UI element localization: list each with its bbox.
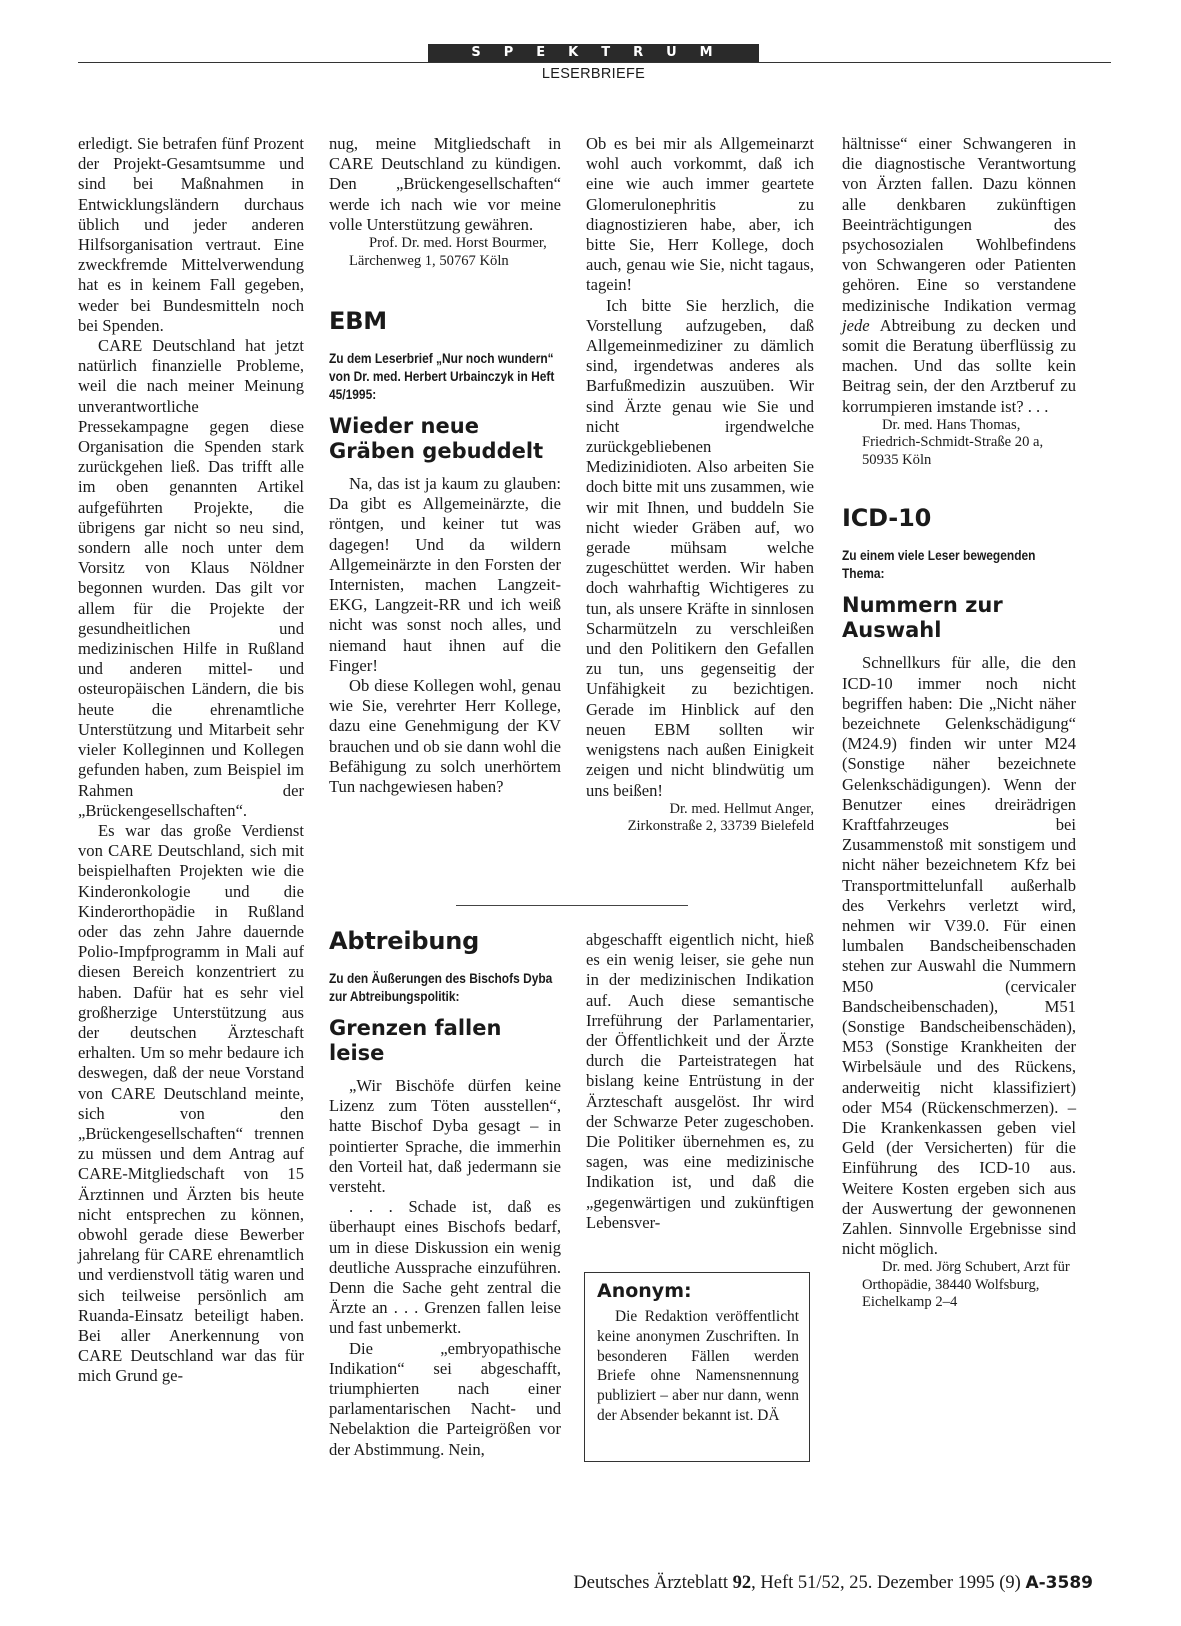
abtreibung-column-right (586, 930, 814, 1233)
column-4 (842, 134, 1076, 1312)
signature: Prof. Dr. med. Horst Bourmer, Lärchenweg 1, 50767 Köln (349, 235, 547, 269)
emphasis: jede (842, 315, 870, 335)
paragraph: Ob diese Kollegen wohl, genau wie Sie, verehrter Herr Kollege, dazu eine Genehmigung der KV brauchen und ob sie dann wohl die Befähigung zu solch unerhörtem Tun nachgewiesen haben? (329, 676, 561, 797)
section-heading-abtreibung: Abtreibung (329, 927, 480, 955)
paragraph: abgeschafft eigentlich nicht, hieß es ein wenig leiser, sie gehe nun in der medizinischen Indikation auf. Auch diese semantische Irreführung der Parlamentarier, der Öffentlichkeit und der Ärzte durch die Parteistrategen hat bislang keine Entrüstung in der Ärzteschaft ausgelöst. Ihr wird der Schwarze Peter zugeschoben. Die Politiker übernehmen es, zu sagen, was eine medizinische Indikation ist, und daß die „gegenwärtigen und zukünftigen Lebensver- (586, 930, 814, 1232)
column-2 (329, 134, 561, 797)
page-number: A-3589 (1025, 1573, 1093, 1593)
section-banner: SPEKTRUM (428, 44, 759, 62)
header-rule (78, 62, 1111, 63)
subsection-label: LESERBRIEFE (541, 66, 646, 82)
section-heading-icd10: ICD-10 (842, 504, 932, 533)
paragraph: erledigt. Sie betrafen fünf Prozent der Projekt-Gesamtsumme und sind bei Maßnahmen in Entwicklungsländern durchaus üblich und jeder anderen Hilfsorganisation vertraut. Eine zweckfremde Mittelverwendung hat es in keinem Fall gegeben, weder bei Bundesmitteln noch bei Spenden. (78, 134, 304, 335)
paragraph: Na, das ist ja kaum zu glauben: Da gibt es Allgemeinärzte, die röntgen, und keiner tut was dagegen! Und da wildern Allgemeinärzte in den Forsten der Internisten, machen Langzeit-EKG, Langzeit-RR und ich weiß nicht was sonst noch alles, und niemand haut ihnen auf die Finger! (329, 474, 561, 675)
column-3 (586, 134, 814, 836)
paragraph (842, 134, 1076, 417)
issue-info: , Heft 51/52, 25. Dezember 1995 (9) (751, 1573, 1021, 1593)
letter-headline: Grenzen fallen leise (329, 1016, 502, 1065)
signature: Dr. med. Jörg Schubert, Arzt für Orthopädie, 38440 Wolfsburg, Eichelkamp 2–4 (862, 1259, 1070, 1311)
paragraph: . . . Schade ist, daß es überhaupt eines Bischofs bedarf, um in diese Diskussion ein wenig deutliche Aussprache einzuführen. Denn die Sache geht zentral die Ärzte an . . . Grenzen fallen leise und fast unbemerkt. (329, 1197, 561, 1338)
letter-intro: Zu dem Leserbrief „Nur noch wundern“ von Dr. med. Herbert Urbainczyk in Heft 45/1995: (329, 351, 555, 403)
letter-headline: Nummern zur Auswahl (842, 593, 1003, 643)
column-1 (78, 134, 304, 1387)
abtreibung-column-left (329, 926, 561, 1460)
text-run: hältnisse“ einer Schwangeren in die diagnostische Verantwortung von Ärzten fallen. Dazu können alle denkbaren zukünftigen Beeinträchtigungen des psychosozialen Wohlbefindens von Schwangeren oder Patienten gehören. Eine so verstandene medizinische Indikation vermag (842, 134, 1076, 315)
text-run: Abtreibung zu decken und somit die Beratung überflüssig zu machen. Und das sollte kein Beitrag sein, der den Arztberuf zu korrumpieren imstande ist? . . . (842, 315, 1076, 416)
paragraph: Schnellkurs für alle, die den ICD-10 immer noch nicht begriffen haben: Die „Nicht näher bezeichnete Gelenkschädigung“ (M24.9) finden wir unter M24 (Sonstige näher bezeichnete Gelenkschädigungen). Wenn der Benutzer eines dreirädrigen Kraftfahrzeuges bei Zusammenstoß mit sonstigem und nicht näher bezeichnetem Kfz bei Transportmittelunfall außerhalb des Verkehrs verletzt wird, nehmen wir V39.0. Für einen lumbalen Bandscheibenschaden stehen zur Auswahl die Nummern M50 (cervicaler Bandscheibenschaden), M51 (Sonstige Bandscheibenschäden), M53 (Sonstige Krankheiten der Wirbelsäule und des Rückens, anderweitig nicht klassifiziert) oder M54 (Rückenschmerzen). – Die Krankenkassen geben viel Geld (der Versicherten) für die Einführung des ICD-10 aus. Weitere Kosten ergeben sich aus der Auswertung der gewonnenen Zahlen. Sinnvolle Ergebnisse sind nicht möglich. (842, 653, 1076, 1259)
paragraph: Es war das große Verdienst von CARE Deutschland, sich mit beispielhaften Projekten wie die Kinderonkologie und die Kinderorthopädie in Rußland oder das zehn Jahre dauernde Polio-Impfprogramm in Mali auf diesen Bereich konzentriert zu haben. Dafür hat es sehr viel großherzige Unterstützung aus der deutschen Ärzteschaft erhalten. Um so mehr bedaure ich deswegen, daß der neue Vorstand von CARE Deutschland meinte, sich von den „Brückengesellschaften“ trennen zu müssen und dem Antrag auf CARE-Mitgliedschaft von 15 Ärztinnen und Ärzten bis heute nicht entsprechen zu können, obwohl gerade diese Bewerber jahrelang für CARE ehrenamtlich und verdienstvoll tätig waren und sich teilweise persönlich am Ruanda-Einsatz beteiligt haben. Bei aller Anerkennung von CARE Deutschland war das für mich Grund ge- (78, 820, 304, 1386)
paragraph: Ob es bei mir als Allgemeinarzt wohl auch vorkommt, daß ich eine wie auch immer geartete Glomerulonephritis zu diagnostizieren habe, aber, ich bitte Sie, Herr Kollege, doch auch, genau wie Sie, nicht tagaus, tagein! (586, 134, 814, 295)
journal-name: Deutsches Ärzteblatt (573, 1573, 728, 1593)
paragraph: Ich bitte Sie herzlich, die Vorstellung aufzugeben, daß Allgemeinmediziner zu dämlich sind, irgendetwas anderes als Barfußmedizin auszuüben. Wir sind Ärzte genau wie Sie und nicht irgendwelche zurückgebliebenen Medizinidioten. Also arbeiten Sie doch bitte mit uns zusammen, wie wir mit Ihnen, und buddeln Sie nicht wieder Gräben auf, wo gerade mühsam welche zugeschüttet werden. Wir haben doch wahrhaftig Wichtigeres zu tun, als unsere Kräfte in sinnlosen Scharmützeln zu verschleißen und den Politikern den Gefallen zu tun, uns gegenseitig der Unfähigkeit zu bezichtigen. Gerade im Hinblick auf den neuen EBM sollten wir wenigstens nach außen Einigkeit zeigen und nicht blindwütig um uns beißen! (586, 295, 814, 800)
paragraph: Die „embryopathische Indikation“ sei abgeschafft, triumphierten nach einer parlamentarischen Nacht- und Nebelaktion die Parteigrößen vor der Abstimmung. Nein, (329, 1338, 561, 1459)
paragraph: nug, meine Mitgliedschaft in CARE Deutschland zu kündigen. Den „Brückengesellschaften“ werde ich nach wie vor meine volle Unterstützung gewähren. (329, 134, 561, 234)
notice-text: Die Redaktion veröffentlicht keine anonymen Zuschriften. In besonderen Fällen werden Briefe ohne Namensnennung publiziert – aber nur dann, wenn der Absender bekannt ist. DÄ (597, 1308, 799, 1424)
section-separator (456, 905, 688, 906)
anonym-notice-box (584, 1272, 810, 1462)
letter-intro: Zu einem viele Leser bewegenden Thema: (842, 548, 1036, 582)
section-heading-ebm: EBM (329, 307, 387, 336)
paragraph: CARE Deutschland hat jetzt natürlich finanzielle Probleme, weil die nach meiner Meinung unverantwortliche Pressekampagne gegen diese Organisation die Spenden stark zurückgehen ließ. Das trifft alle im oben genannten Artikel aufgeführten Projekte, die übrigens gar nicht so neu sind, sondern alle noch unter dem Vorsitz von Klaus Nöldner begonnen wurden. Das gilt vor allem für die Projekte der gesundheitlichen und medizinischen Hilfe in Rußland und anderen mittel- und osteuropäischen Ländern, die bis heute die ehrenamtliche Unterstützung und Mitarbeit sehr vieler Kolleginnen und Kollegen gefunden haben, zum Beispiel im Rahmen der „Brückengesellschaften“. (78, 336, 304, 820)
signature: Dr. med. Hans Thomas, Friedrich-Schmidt-Straße 20 a, 50935 Köln (862, 416, 1044, 468)
paragraph: „Wir Bischöfe dürfen keine Lizenz zum Töten ausstellen“, hatte Bischof Dyba gesagt – in pointierter Sprache, die immerhin den Vorteil hat, daß jedermann sie versteht. (329, 1076, 561, 1197)
page-footer (573, 1573, 1093, 1594)
notice-title: Anonym: (597, 1280, 692, 1302)
volume-number: 92 (732, 1573, 752, 1593)
signature: Dr. med. Hellmut Anger, Zirkonstraße 2, 33739 Bielefeld (627, 800, 814, 835)
letter-headline: Wieder neue Gräben gebuddelt (329, 414, 544, 464)
letter-intro: Zu den Äußerungen des Bischofs Dyba zur Abtreibungspolitik: (329, 971, 553, 1004)
